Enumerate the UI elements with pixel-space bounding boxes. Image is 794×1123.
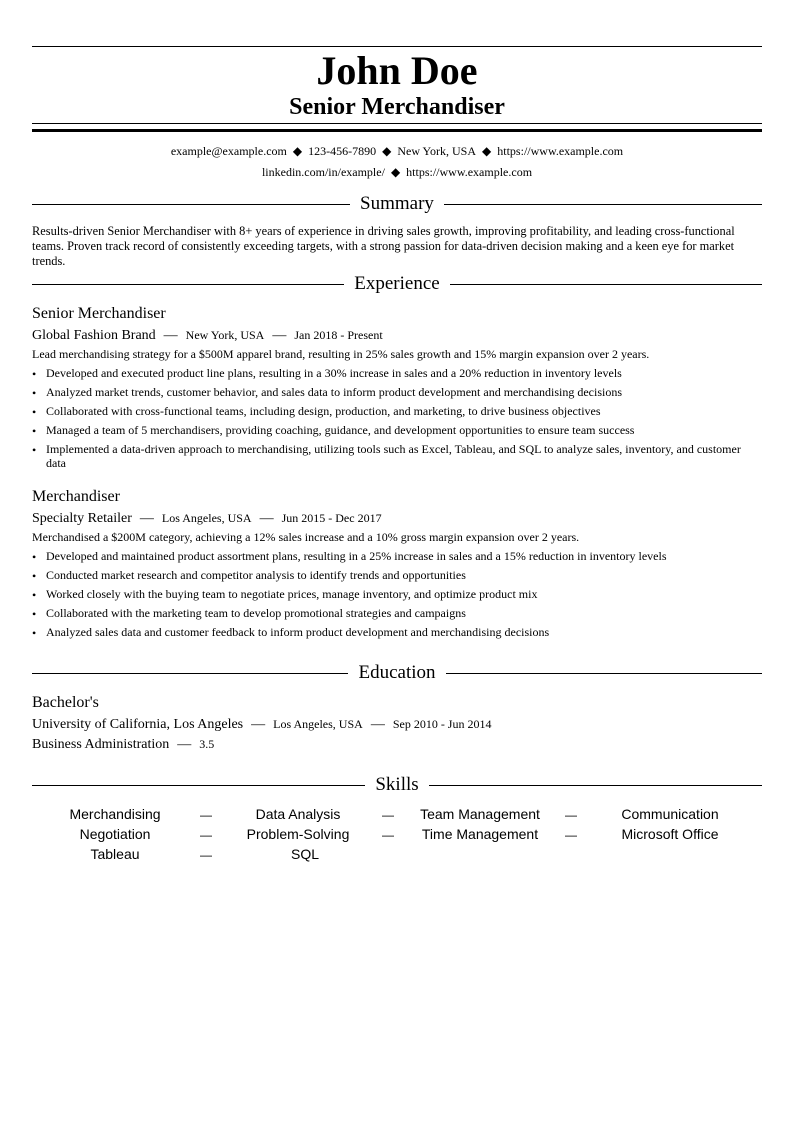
- dash-separator: —: [272, 328, 287, 343]
- skill-item: Merchandising: [69, 806, 161, 822]
- contact-website-2[interactable]: https://www.example.com: [406, 165, 533, 179]
- list-item: [32, 606, 762, 620]
- job-company: Global Fashion Brand: [32, 328, 156, 343]
- education-field: Business Administration: [32, 737, 170, 752]
- contact-location: New York, USA: [397, 144, 477, 158]
- skill-separator: —: [382, 828, 394, 842]
- bullet-text: Analyzed sales data and customer feedback to inform product development and merchandising decisions: [46, 625, 550, 639]
- education-heading-label: Education: [348, 662, 445, 683]
- education-heading: [32, 661, 762, 685]
- list-item: [32, 587, 762, 601]
- skills-row: [32, 804, 762, 824]
- skill-separator: —: [200, 808, 212, 822]
- bullet-icon: •: [32, 367, 37, 381]
- list-item: [32, 549, 762, 563]
- skill-item: Microsoft Office: [621, 826, 719, 842]
- job-meta: [32, 326, 383, 345]
- bullet-icon: •: [32, 607, 37, 621]
- skill-item: Team Management: [420, 806, 540, 822]
- job-company: Specialty Retailer: [32, 511, 132, 526]
- diamond-icon: ◆: [292, 144, 303, 158]
- job-description: Merchandised a $200M category, achieving a 12% sales increase and a 10% gross margin expansion over 2 years.: [32, 530, 580, 544]
- contact-phone[interactable]: 123-456-7890: [308, 144, 377, 158]
- job-bullets: [32, 549, 762, 644]
- bullet-text: Worked closely with the buying team to negotiate prices, manage inventory, and optimize product mix: [46, 587, 538, 601]
- job-bullets: [32, 366, 762, 475]
- list-item: [32, 625, 762, 639]
- list-item: [32, 366, 762, 380]
- top-rule: [32, 46, 762, 47]
- dash-separator: —: [370, 717, 385, 732]
- skills-grid: [32, 804, 762, 864]
- candidate-name: John Doe: [316, 48, 478, 93]
- bullet-text: Conducted market research and competitor analysis to identify trends and opportunities: [46, 568, 466, 582]
- skill-item: Data Analysis: [255, 806, 341, 822]
- skills-row: [32, 844, 762, 864]
- list-item: [32, 568, 762, 582]
- summary-text: Results-driven Senior Merchandiser with 8+ years of experience in driving sales growth, improving profitability, and leading cross-functional teams. Proven track record of consistently exceeding targets, with a strong passion for data-driven decision making and a keen eye for market trends.: [32, 224, 735, 268]
- header-thin-rule: [32, 123, 762, 126]
- diamond-icon: ◆: [382, 144, 392, 158]
- list-item: [32, 404, 762, 418]
- contact-email[interactable]: example@example.com: [170, 144, 287, 158]
- bullet-text: Collaborated with the marketing team to develop promotional strategies and campaigns: [46, 606, 466, 620]
- bullet-icon: •: [32, 550, 37, 564]
- contact-line-2: [32, 164, 762, 180]
- job-description: Lead merchandising strategy for a $500M apparel brand, resulting in 25% sales growth and 15% margin expansion over 2 years.: [32, 347, 650, 361]
- skill-item: Time Management: [421, 826, 539, 842]
- education-degree: Bachelor's: [32, 694, 99, 711]
- diamond-icon: ◆: [390, 165, 401, 179]
- skills-heading: [32, 773, 762, 797]
- list-item: [32, 442, 762, 470]
- job-role: Senior Merchandiser: [32, 305, 166, 322]
- skill-separator: —: [382, 808, 394, 822]
- education-school: University of California, Los Angeles: [32, 717, 244, 732]
- skill-item: Negotiation: [79, 826, 151, 842]
- education-dates: Sep 2010 - Jun 2014: [392, 717, 492, 731]
- candidate-title: Senior Merchandiser: [289, 94, 505, 120]
- dash-separator: —: [259, 511, 274, 526]
- job-dates: Jan 2018 - Present: [294, 328, 383, 342]
- summary-heading: [32, 192, 762, 216]
- skill-item: Tableau: [90, 846, 140, 862]
- skill-item: Communication: [621, 806, 719, 822]
- diamond-icon: ◆: [482, 144, 492, 158]
- job-location: New York, USA: [185, 328, 265, 342]
- contact-website[interactable]: https://www.example.com: [497, 144, 624, 158]
- education-location: Los Angeles, USA: [273, 717, 363, 731]
- skill-separator: —: [565, 808, 577, 822]
- skill-item: SQL: [290, 846, 319, 862]
- bullet-icon: •: [32, 405, 37, 419]
- dash-separator: —: [139, 511, 154, 526]
- bullet-icon: •: [32, 443, 37, 457]
- bullet-icon: •: [32, 588, 37, 602]
- bullet-icon: •: [32, 626, 37, 640]
- education-gpa: 3.5: [199, 737, 215, 751]
- bullet-text: Implemented a data-driven approach to merchandising, utilizing tools such as Excel, Tableau, and SQL to analyze sales, inventory, and customer data: [46, 442, 741, 470]
- bullet-text: Collaborated with cross-functional teams, including design, production, and marketing, to drive business objectives: [46, 404, 601, 418]
- bullet-icon: •: [32, 424, 37, 438]
- skill-separator: —: [565, 828, 577, 842]
- dash-separator: —: [251, 717, 266, 732]
- bullet-text: Developed and maintained product assortment plans, resulting in a 25% increase in sales and a 15% reduction in inventory levels: [46, 549, 667, 563]
- bullet-icon: •: [32, 569, 37, 583]
- education-meta: [32, 715, 491, 734]
- list-item: [32, 385, 762, 399]
- dash-separator: —: [163, 328, 178, 343]
- header-thick-rule: [32, 129, 762, 132]
- dash-separator: —: [177, 737, 192, 752]
- skill-separator: —: [200, 828, 212, 842]
- contact-linkedin[interactable]: linkedin.com/in/example/: [261, 165, 385, 179]
- skill-separator: —: [200, 848, 212, 862]
- bullet-icon: •: [32, 386, 37, 400]
- skills-row: [32, 824, 762, 844]
- job-location: Los Angeles, USA: [161, 511, 252, 525]
- experience-heading: [32, 272, 762, 296]
- skill-item: Problem-Solving: [246, 826, 350, 842]
- job-dates: Jun 2015 - Dec 2017: [281, 511, 382, 525]
- bullet-text: Developed and executed product line plans, resulting in a 30% increase in sales and a 20% reduction in inventory levels: [46, 366, 622, 380]
- job-role: Merchandiser: [32, 488, 120, 505]
- experience-heading-label: Experience: [344, 273, 449, 294]
- education-field-line: [32, 735, 214, 754]
- job-meta: [32, 509, 382, 528]
- summary-heading-label: Summary: [350, 193, 444, 214]
- contact-line-1: [32, 143, 762, 159]
- bullet-text: Analyzed market trends, customer behavior, and sales data to inform product development and merchandising decisions: [46, 385, 623, 399]
- skills-heading-label: Skills: [365, 774, 428, 795]
- bullet-text: Managed a team of 5 merchandisers, providing coaching, guidance, and development opportunities to ensure team success: [46, 423, 635, 437]
- list-item: [32, 423, 762, 437]
